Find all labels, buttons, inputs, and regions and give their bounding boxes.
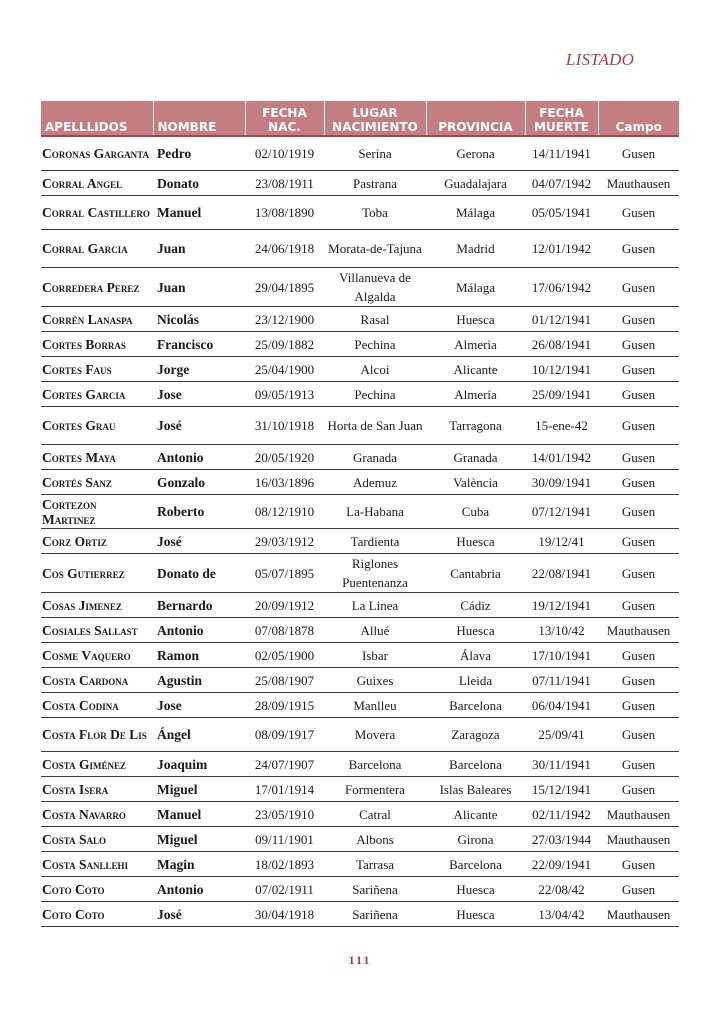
cell-fecha-nac: 07/08/1878: [245, 618, 324, 643]
cell-fecha-nac: 16/03/1896: [245, 470, 324, 495]
cell-campo: Gusen: [598, 470, 679, 495]
table-body: [41, 136, 679, 927]
cell-campo: Gusen: [598, 382, 679, 407]
cell-provincia: Barcelona: [426, 752, 525, 777]
cell-lugar-nacimiento: Tarrasa: [324, 852, 426, 877]
cell-provincia: Barcelona: [426, 693, 525, 718]
cell-provincia: Alicante: [426, 802, 525, 827]
cell-apellidos: Cortes Borras: [41, 332, 153, 357]
cell-campo: Gusen: [598, 445, 679, 470]
cell-fecha-nac: 17/01/1914: [245, 777, 324, 802]
cell-fecha-nac: 18/02/1893: [245, 852, 324, 877]
cell-nombre: Donato: [153, 171, 245, 196]
cell-fecha-nac: 28/09/1915: [245, 693, 324, 718]
cell-provincia: Guadalajara: [426, 171, 525, 196]
cell-provincia: Cantabria: [426, 554, 525, 593]
cell-fecha-muerte: 07/12/1941: [525, 495, 598, 529]
cell-campo: Gusen: [598, 777, 679, 802]
table-row: [41, 852, 679, 877]
cell-fecha-nac: 31/10/1918: [245, 407, 324, 445]
cell-apellidos: Corz Ortiz: [41, 529, 153, 554]
cell-fecha-nac: 02/10/1919: [245, 136, 324, 171]
cell-nombre: José: [153, 529, 245, 554]
cell-nombre: Magin: [153, 852, 245, 877]
cell-campo: Gusen: [598, 852, 679, 877]
cell-nombre: José: [153, 902, 245, 927]
cell-nombre: Miguel: [153, 777, 245, 802]
cell-apellidos: Cos Gutierrez: [41, 554, 153, 593]
table-row: [41, 618, 679, 643]
table-row: [41, 470, 679, 495]
cell-fecha-muerte: 04/07/1942: [525, 171, 598, 196]
cell-nombre: Bernardo: [153, 593, 245, 618]
cell-fecha-nac: 09/05/1913: [245, 382, 324, 407]
page-number: 111: [348, 953, 372, 967]
cell-lugar-nacimiento: Manlleu: [324, 693, 426, 718]
table-row: [41, 357, 679, 382]
cell-fecha-muerte: 15/12/1941: [525, 777, 598, 802]
table-row: [41, 307, 679, 332]
cell-provincia: Madrid: [426, 230, 525, 268]
cell-fecha-muerte: 19/12/1941: [525, 593, 598, 618]
cell-apellidos: Cosiales Sallast: [41, 618, 153, 643]
cell-fecha-nac: 29/04/1895: [245, 268, 324, 307]
cell-lugar-nacimiento: Villanueva de Algalda: [324, 268, 426, 307]
cell-fecha-muerte: 26/08/1941: [525, 332, 598, 357]
cell-nombre: Gonzalo: [153, 470, 245, 495]
cell-provincia: Girona: [426, 827, 525, 852]
cell-lugar-nacimiento: Alcoi: [324, 357, 426, 382]
cell-apellidos: Costa Isera: [41, 777, 153, 802]
cell-fecha-muerte: 05/05/1941: [525, 196, 598, 230]
cell-campo: Mauthausen: [598, 171, 679, 196]
header-nombre: NOMBRE: [153, 101, 245, 136]
cell-fecha-muerte: 10/12/1941: [525, 357, 598, 382]
cell-campo: Gusen: [598, 332, 679, 357]
cell-fecha-muerte: 13/10/42: [525, 618, 598, 643]
cell-provincia: Cuba: [426, 495, 525, 529]
cell-provincia: Huesca: [426, 529, 525, 554]
cell-lugar-nacimiento: Sariñena: [324, 877, 426, 902]
cell-nombre: Francisco: [153, 332, 245, 357]
table-row: [41, 752, 679, 777]
cell-provincia: Huesca: [426, 877, 525, 902]
cell-nombre: Donato de: [153, 554, 245, 593]
cell-apellidos: Cortes Faus: [41, 357, 153, 382]
cell-fecha-nac: 25/09/1882: [245, 332, 324, 357]
cell-fecha-muerte: 27/03/1944: [525, 827, 598, 852]
cell-fecha-nac: 05/07/1895: [245, 554, 324, 593]
cell-lugar-nacimiento: La Linea: [324, 593, 426, 618]
cell-fecha-muerte: 13/04/42: [525, 902, 598, 927]
cell-apellidos: Costa Flor De Lis: [41, 718, 153, 752]
table-row: [41, 643, 679, 668]
cell-fecha-nac: 24/07/1907: [245, 752, 324, 777]
header-fecha-nac: FECHA NAC.: [245, 101, 324, 136]
cell-fecha-nac: 23/05/1910: [245, 802, 324, 827]
cell-fecha-nac: 23/12/1900: [245, 307, 324, 332]
cell-fecha-nac: 25/04/1900: [245, 357, 324, 382]
cell-lugar-nacimiento: Serina: [324, 136, 426, 171]
cell-provincia: Granada: [426, 445, 525, 470]
cell-campo: Gusen: [598, 196, 679, 230]
table-row: [41, 827, 679, 852]
cell-lugar-nacimiento: Ademuz: [324, 470, 426, 495]
cell-fecha-muerte: 17/10/1941: [525, 643, 598, 668]
cell-nombre: Antonio: [153, 618, 245, 643]
cell-campo: Gusen: [598, 643, 679, 668]
cell-campo: Mauthausen: [598, 618, 679, 643]
cell-nombre: Manuel: [153, 196, 245, 230]
cell-lugar-nacimiento: Riglones Puentenanza: [324, 554, 426, 593]
cell-campo: Gusen: [598, 718, 679, 752]
cell-campo: Gusen: [598, 407, 679, 445]
cell-nombre: Manuel: [153, 802, 245, 827]
cell-fecha-muerte: 22/08/42: [525, 877, 598, 902]
header-campo: Campo: [598, 101, 679, 136]
cell-provincia: Alicante: [426, 357, 525, 382]
cell-apellidos: Cortes Garcia: [41, 382, 153, 407]
table-row: [41, 593, 679, 618]
header-lugar-nacimiento: LUGAR NACIMIENTO: [324, 101, 426, 136]
cell-fecha-nac: 20/05/1920: [245, 445, 324, 470]
cell-nombre: Nicolás: [153, 307, 245, 332]
table-row: [41, 230, 679, 268]
cell-fecha-muerte: 30/09/1941: [525, 470, 598, 495]
cell-lugar-nacimiento: Pastrana: [324, 171, 426, 196]
cell-nombre: Juan: [153, 268, 245, 307]
deportees-table: [41, 101, 679, 927]
cell-provincia: Álava: [426, 643, 525, 668]
cell-fecha-muerte: 01/12/1941: [525, 307, 598, 332]
cell-apellidos: Corredera Perez: [41, 268, 153, 307]
cell-apellidos: Corral Angel: [41, 171, 153, 196]
cell-campo: Gusen: [598, 529, 679, 554]
cell-provincia: Almeria: [426, 332, 525, 357]
cell-provincia: Huesca: [426, 307, 525, 332]
cell-fecha-muerte: 30/11/1941: [525, 752, 598, 777]
cell-provincia: Gerona: [426, 136, 525, 171]
cell-lugar-nacimiento: Albons: [324, 827, 426, 852]
cell-fecha-muerte: 02/11/1942: [525, 802, 598, 827]
cell-campo: Gusen: [598, 136, 679, 171]
cell-nombre: Agustin: [153, 668, 245, 693]
cell-campo: Gusen: [598, 693, 679, 718]
table-row: [41, 332, 679, 357]
cell-lugar-nacimiento: Rasal: [324, 307, 426, 332]
table-row: [41, 902, 679, 927]
cell-fecha-nac: 20/09/1912: [245, 593, 324, 618]
table-row: [41, 495, 679, 529]
cell-campo: Gusen: [598, 554, 679, 593]
cell-lugar-nacimiento: Morata-de-Tajuna: [324, 230, 426, 268]
cell-fecha-nac: 23/08/1911: [245, 171, 324, 196]
cell-fecha-muerte: 22/09/1941: [525, 852, 598, 877]
cell-campo: Gusen: [598, 230, 679, 268]
cell-apellidos: Costa Navarro: [41, 802, 153, 827]
cell-apellidos: Corral Garcia: [41, 230, 153, 268]
cell-provincia: Barcelona: [426, 852, 525, 877]
cell-lugar-nacimiento: Sariñena: [324, 902, 426, 927]
page-section-title: LISTADO: [565, 50, 635, 69]
cell-campo: Mauthausen: [598, 827, 679, 852]
cell-nombre: Antonio: [153, 445, 245, 470]
cell-apellidos: Cortezon Martinez: [41, 495, 153, 529]
cell-nombre: Joaquim: [153, 752, 245, 777]
cell-provincia: Cádiz: [426, 593, 525, 618]
cell-provincia: Málaga: [426, 268, 525, 307]
cell-nombre: Jose: [153, 382, 245, 407]
cell-fecha-muerte: 25/09/41: [525, 718, 598, 752]
table-row: [41, 668, 679, 693]
cell-fecha-nac: 25/08/1907: [245, 668, 324, 693]
table-header-row: [41, 101, 679, 136]
cell-lugar-nacimiento: Barcelona: [324, 752, 426, 777]
cell-provincia: Tarragona: [426, 407, 525, 445]
table-row: [41, 382, 679, 407]
table-row: [41, 693, 679, 718]
cell-campo: Gusen: [598, 593, 679, 618]
cell-apellidos: Cortes Grau: [41, 407, 153, 445]
cell-lugar-nacimiento: Pechina: [324, 382, 426, 407]
cell-fecha-nac: 13/08/1890: [245, 196, 324, 230]
cell-provincia: Lleida: [426, 668, 525, 693]
cell-apellidos: Costa Salo: [41, 827, 153, 852]
cell-nombre: Juan: [153, 230, 245, 268]
cell-apellidos: Cosas Jimenez: [41, 593, 153, 618]
cell-fecha-nac: 08/12/1910: [245, 495, 324, 529]
cell-apellidos: Costa Codina: [41, 693, 153, 718]
cell-fecha-nac: 30/04/1918: [245, 902, 324, 927]
cell-provincia: Islas Baleares: [426, 777, 525, 802]
table-row: [41, 718, 679, 752]
cell-nombre: Jose: [153, 693, 245, 718]
table-row: [41, 445, 679, 470]
cell-nombre: Jorge: [153, 357, 245, 382]
cell-campo: Gusen: [598, 357, 679, 382]
cell-fecha-muerte: 07/11/1941: [525, 668, 598, 693]
cell-fecha-muerte: 14/11/1941: [525, 136, 598, 171]
table-row: [41, 196, 679, 230]
table-row: [41, 554, 679, 593]
cell-nombre: Miguel: [153, 827, 245, 852]
cell-fecha-muerte: 06/04/1941: [525, 693, 598, 718]
cell-apellidos: Cosme Vaquero: [41, 643, 153, 668]
cell-nombre: Antonio: [153, 877, 245, 902]
cell-campo: Mauthausen: [598, 902, 679, 927]
cell-lugar-nacimiento: Horta de San Juan: [324, 407, 426, 445]
header-provincia: PROVINCIA: [426, 101, 525, 136]
cell-lugar-nacimiento: Toba: [324, 196, 426, 230]
cell-nombre: Ángel: [153, 718, 245, 752]
cell-fecha-muerte: 17/06/1942: [525, 268, 598, 307]
cell-provincia: Almería: [426, 382, 525, 407]
cell-apellidos: Coronas Garganta: [41, 136, 153, 171]
cell-fecha-muerte: 22/08/1941: [525, 554, 598, 593]
cell-provincia: Málaga: [426, 196, 525, 230]
cell-apellidos: Coto Coto: [41, 877, 153, 902]
cell-lugar-nacimiento: Catral: [324, 802, 426, 827]
cell-provincia: València: [426, 470, 525, 495]
cell-lugar-nacimiento: Allué: [324, 618, 426, 643]
cell-lugar-nacimiento: Formentera: [324, 777, 426, 802]
header-apellidos: APELLLIDOS: [41, 101, 153, 136]
cell-fecha-muerte: 14/01/1942: [525, 445, 598, 470]
cell-provincia: Zaragoza: [426, 718, 525, 752]
cell-provincia: Huesca: [426, 902, 525, 927]
cell-fecha-muerte: 25/09/1941: [525, 382, 598, 407]
table-row: [41, 136, 679, 171]
cell-apellidos: Costa Sanllehi: [41, 852, 153, 877]
cell-lugar-nacimiento: Pechina: [324, 332, 426, 357]
cell-fecha-muerte: 19/12/41: [525, 529, 598, 554]
cell-campo: Gusen: [598, 268, 679, 307]
cell-fecha-nac: 02/05/1900: [245, 643, 324, 668]
cell-apellidos: Cortés Sanz: [41, 470, 153, 495]
table-row: [41, 407, 679, 445]
cell-lugar-nacimiento: La-Habana: [324, 495, 426, 529]
cell-nombre: José: [153, 407, 245, 445]
table-row: [41, 877, 679, 902]
cell-fecha-nac: 07/02/1911: [245, 877, 324, 902]
cell-campo: Gusen: [598, 307, 679, 332]
cell-lugar-nacimiento: Movera: [324, 718, 426, 752]
cell-apellidos: Coto Coto: [41, 902, 153, 927]
cell-nombre: Pedro: [153, 136, 245, 171]
table-row: [41, 529, 679, 554]
cell-campo: Gusen: [598, 495, 679, 529]
cell-fecha-nac: 29/03/1912: [245, 529, 324, 554]
cell-lugar-nacimiento: Tardienta: [324, 529, 426, 554]
cell-apellidos: Corrén Lanaspa: [41, 307, 153, 332]
cell-campo: Gusen: [598, 668, 679, 693]
cell-nombre: Roberto: [153, 495, 245, 529]
cell-apellidos: Cortes Maya: [41, 445, 153, 470]
table-row: [41, 777, 679, 802]
table-row: [41, 171, 679, 196]
cell-apellidos: Costa Giménez: [41, 752, 153, 777]
header-fecha-muerte: FECHA MUERTE: [525, 101, 598, 136]
cell-lugar-nacimiento: Granada: [324, 445, 426, 470]
cell-fecha-muerte: 12/01/1942: [525, 230, 598, 268]
table-row: [41, 802, 679, 827]
cell-campo: Gusen: [598, 752, 679, 777]
cell-nombre: Ramon: [153, 643, 245, 668]
cell-fecha-nac: 09/11/1901: [245, 827, 324, 852]
cell-fecha-muerte: 15-ene-42: [525, 407, 598, 445]
cell-lugar-nacimiento: Isbar: [324, 643, 426, 668]
cell-provincia: Huesca: [426, 618, 525, 643]
cell-lugar-nacimiento: Guixes: [324, 668, 426, 693]
cell-campo: Mauthausen: [598, 802, 679, 827]
cell-campo: Gusen: [598, 877, 679, 902]
cell-apellidos: Corral Castillero: [41, 196, 153, 230]
cell-fecha-nac: 24/06/1918: [245, 230, 324, 268]
cell-fecha-nac: 08/09/1917: [245, 718, 324, 752]
table-row: [41, 268, 679, 307]
cell-apellidos: Costa Cardona: [41, 668, 153, 693]
